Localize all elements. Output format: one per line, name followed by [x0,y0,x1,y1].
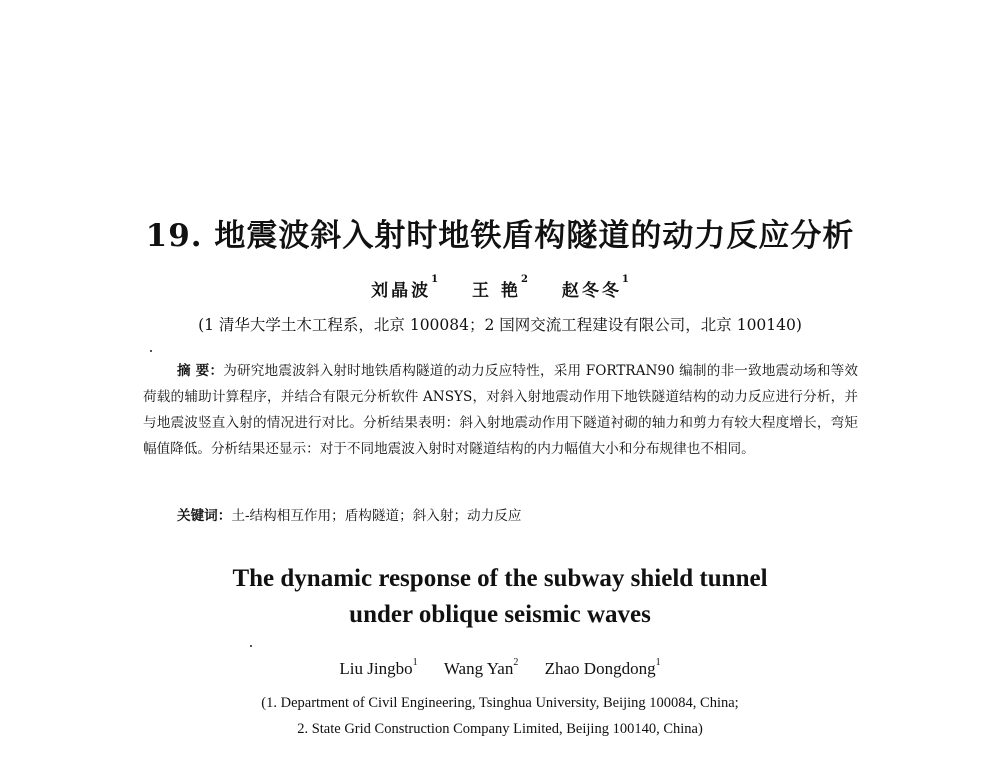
chinese-author-2 [472,274,528,301]
chinese-author-3 [561,274,629,301]
chinese-author-1 [371,274,439,301]
author-affiliation-mark: 1 [621,274,629,285]
author-affiliation-mark: 2 [520,274,528,285]
author-affiliation-mark: 1 [431,274,439,285]
english-affiliation-line-1: (1. Department of Civil Engineering, Tsinghua University, Beijing 100084, China; [261,695,739,711]
scan-speck [150,350,152,352]
keywords-label: 关键词： [177,508,232,524]
english-affiliation [0,690,1000,742]
chinese-title: 19. 地震波斜入射时地铁盾构隧道的动力反应分析 [145,218,855,254]
author-affiliation-mark: 1 [655,657,661,668]
abstract-text: 为研究地震波斜入射时地铁盾构隧道的动力反应特性，采用 FORTRAN90 编制的非一致地震动场和等效荷载的辅助计算程序，并结合有限元分析软件 ANSYS，对斜入射地震动作用下地铁隧道结构的动力反应进行分析，并与地震波竖直入射的情况进行对比。分析结果表明：斜入射地震动作用下隧道衬砌的轴力和剪力有较大程度增长，弯矩幅值降低。分析结果还显示：对于不同地震波入射时对隧道结构的内力幅值大小和分布规律也不相同。 [143,363,859,457]
author-name: Liu Jingbo [339,659,413,678]
english-author-2 [444,659,518,678]
english-title-line-1: The dynamic response of the subway shield tunnel [232,565,768,592]
author-name: 刘晶波 [371,281,432,301]
author-name: 赵冬冬 [561,281,622,301]
english-author-3 [545,659,661,678]
author-affiliation-mark: 1 [412,657,418,668]
abstract-label: 摘 要： [177,363,224,379]
keywords-text: 土-结构相互作用；盾构隧道；斜入射；动力反应 [231,508,522,524]
english-affiliation-line-2: 2. State Grid Construction Company Limited, Beijing 100140, China) [297,721,703,737]
english-title [0,561,1000,633]
chinese-abstract [143,358,858,462]
author-name: Wang Yan [443,659,514,678]
english-authors [0,659,1000,679]
scan-speck [250,645,252,647]
author-affiliation-mark: 2 [513,657,519,668]
english-author-1 [339,659,417,678]
author-name: 王 艳 [472,281,521,301]
chinese-affiliation: (1 清华大学土木工程系，北京 100084；2 国网交流工程建设有限公司，北京 100140) [198,316,802,334]
english-title-line-2: under oblique seismic waves [349,601,651,628]
chinese-authors [0,276,1000,301]
chinese-keywords [177,504,867,524]
author-name: Zhao Dongdong [544,659,656,678]
